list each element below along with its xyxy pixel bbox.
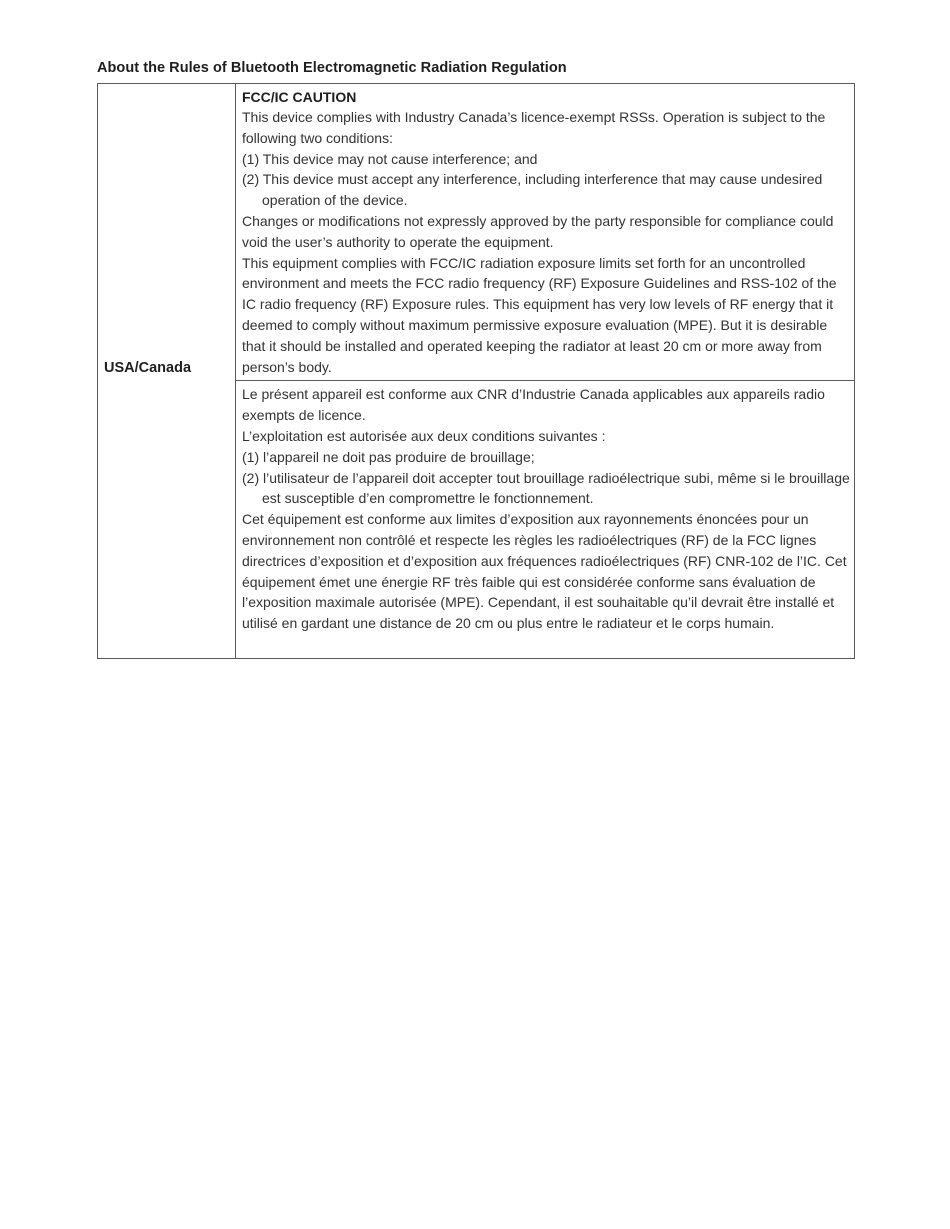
english-condition-2: (2) This device must accept any interference, including interference that may cause undesired operation of the device. [242,171,823,209]
table-row [98,84,855,381]
english-changes-notice: Changes or modifications not expressly approved by the party responsible for compliance could void the user’s authority to operate the equipment. [242,212,834,250]
caution-title: FCC/IC CAUTION [242,89,357,105]
french-notice-cell [236,381,855,659]
french-condition-1: (1) l’appareil ne doit pas produire de brouillage; [242,448,535,465]
english-notice-cell [236,84,855,381]
french-operation: L’exploitation est autorisée aux deux conditions suivantes : [242,427,606,444]
region-label: USA/Canada [104,360,192,376]
french-condition-2: (2) l’utilisateur de l’appareil doit accepter tout brouillage radioélectrique subi, même si le brouillage est susceptible d’en compromettre le fonctionnement. [242,469,850,507]
french-intro: Le présent appareil est conforme aux CNR d’Industrie Canada applicables aux appareils radio exempts de licence. [242,386,825,424]
french-exposure-notice: Cet équipement est conforme aux limites d’exposition aux rayonnements énoncées pour un environnement non contrôlé et respecte les règles les radioélectriques (RF) de la FCC lignes directrices d’exposition et d’exposition aux fréquences radioélectriques (RF) CNR-102 de l’IC. Cet équipement émet une énergie RF très faible qui est considérée conforme sans évaluation de l’exposition maximale autorisée (MPE). Cependant, il est souhaitable qu’il devrait être installé et utilisé en gardant une distance de 20 cm ou plus entre le radiateur et le corps humain. [242,511,847,632]
english-intro: This device complies with Industry Canada’s licence-exempt RSSs. Operation is subject to the following two conditions: [242,109,826,146]
english-exposure-notice: This equipment complies with FCC/IC radiation exposure limits set forth for an uncontrolled environment and meets the FCC radio frequency (RF) Exposure Guidelines and RSS-102 of the IC radio frequency (RF) Exposure rules. This equipment has very low levels of RF energy that it deemed to comply without maximum permissive exposure evaluation (MPE). But it is desirable that it should be installed and operated keeping the radiator at least 20 cm or more away from person’s body. [242,254,837,375]
regulation-table [97,83,855,659]
page-heading: About the Rules of Bluetooth Electromagnetic Radiation Regulation [97,60,567,76]
region-cell [98,84,236,659]
english-condition-1: (1) This device may not cause interference; and [242,150,538,167]
